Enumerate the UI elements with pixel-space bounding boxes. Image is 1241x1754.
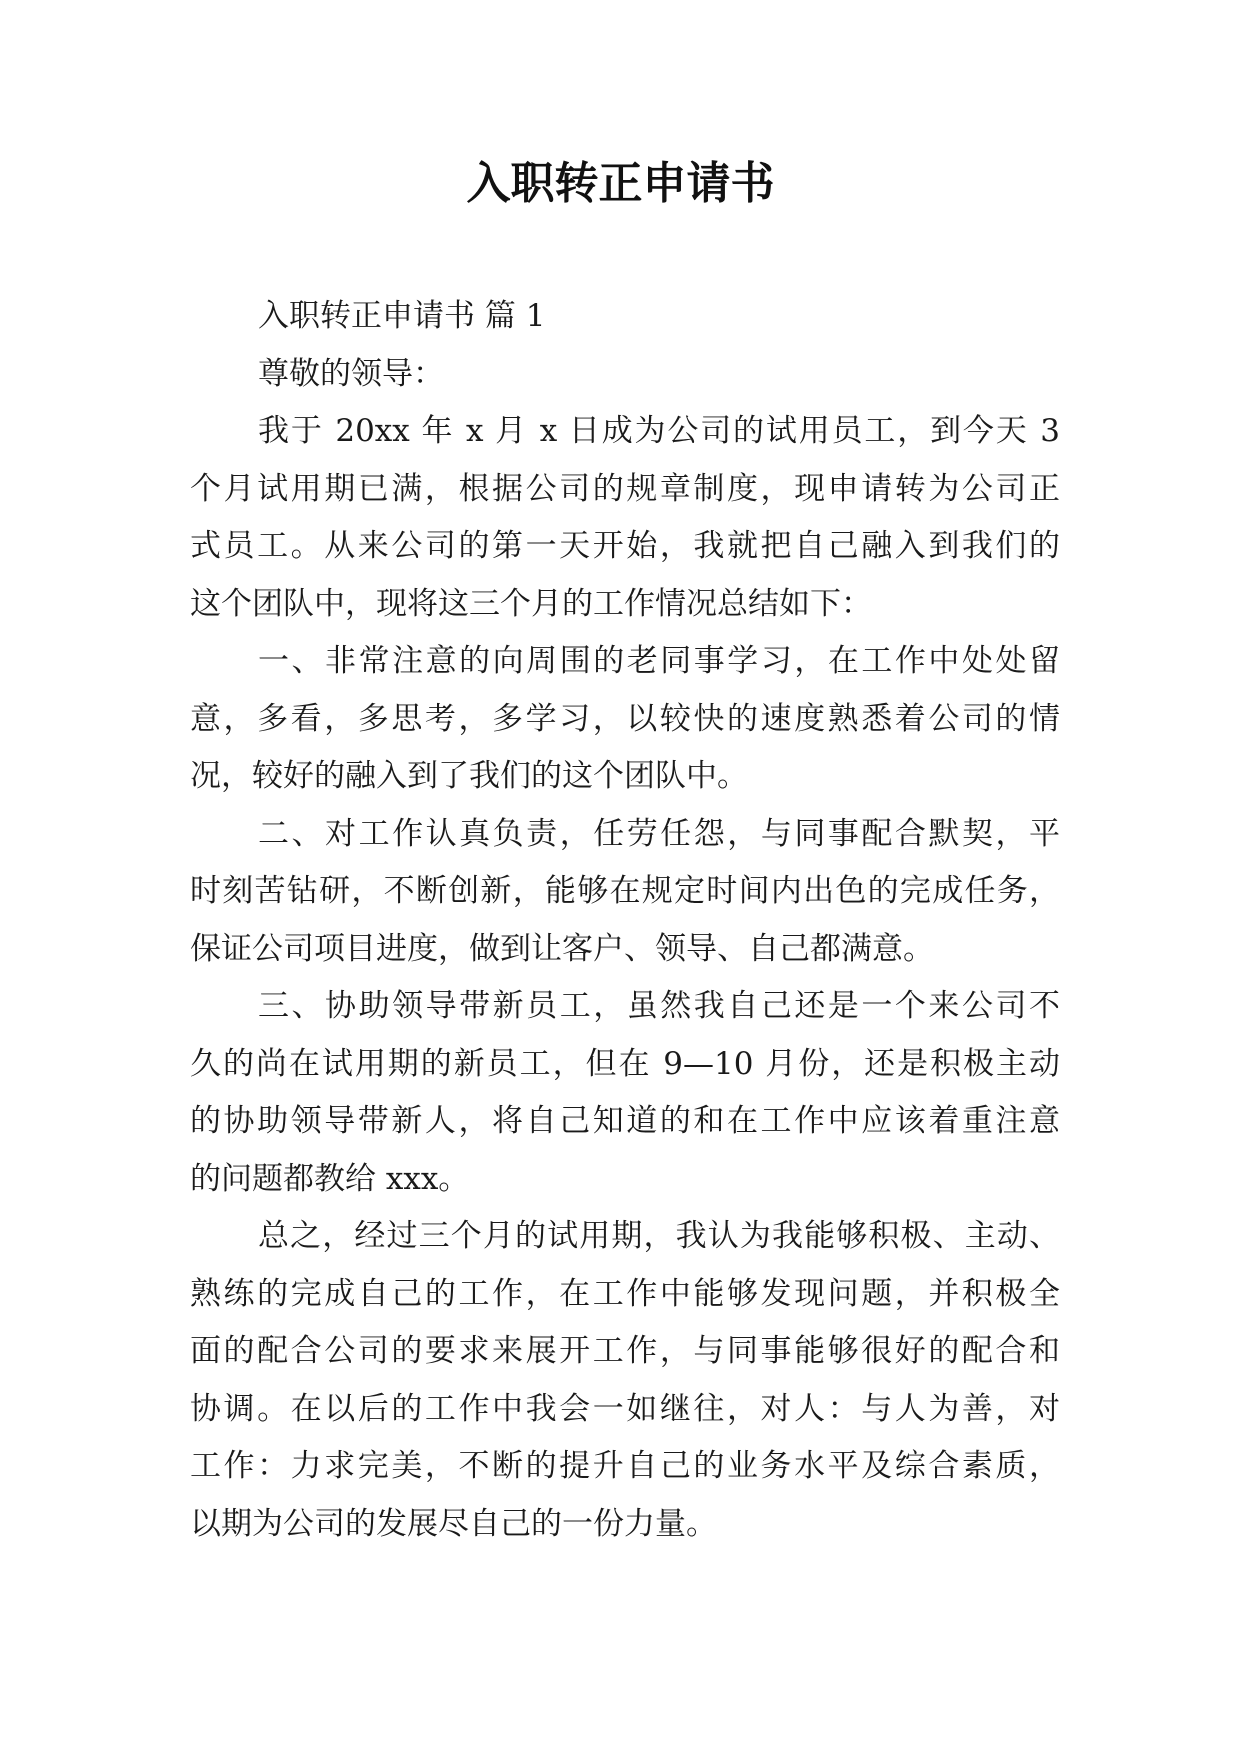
paragraph-line: 总之，经过三个月的试用期，我认为我能够积极、主动、 [258,1218,1060,1254]
paragraph-line: 时刻苦钻研，不断创新，能够在规定时间内出色的完成任务， [190,873,1060,909]
paragraph-line: 熟练的完成自己的工作，在工作中能够发现问题，并积极全 [190,1275,1060,1312]
paragraph-line: 协调。在以后的工作中我会一如继往，对人：与人为善，对 [190,1390,1060,1427]
document-body [190,288,1060,1553]
paragraph-line: 三、协助领导带新员工，虽然我自己还是一个来公司不 [258,988,1060,1024]
paragraph-line: 以期为公司的发展尽自己的一份力量。 [190,1505,717,1542]
paragraph-line: 的协助领导带新人，将自己知道的和在工作中应该着重注意 [190,1103,1060,1139]
paragraph-line: 工作：力求完美，不断的提升自己的业务水平及综合素质， [190,1448,1060,1484]
paragraph-line: 一、非常注意的向周围的老同事学习，在工作中处处留 [258,643,1060,679]
paragraph-line: 这个团队中，现将这三个月的工作情况总结如下： [190,585,872,622]
paragraph-line: 面的配合公司的要求来展开工作，与同事能够很好的配合和 [190,1333,1060,1369]
paragraph-line: 保证公司项目进度，做到让客户、领导、自己都满意。 [190,930,934,967]
salutation: 尊敬的领导： [258,355,444,392]
paragraph-line: 的问题都教给 xxx。 [190,1160,470,1197]
paragraph-line: 二、对工作认真负责，任劳任怨，与同事配合默契，平 [258,815,1060,852]
paragraph-line: 我于 20xx 年 x 月 x 日成为公司的试用员工，到今天 3 [258,413,1060,449]
paragraph-line: 况，较好的融入到了我们的这个团队中。 [190,758,748,794]
document-title: 入职转正申请书 [466,158,775,209]
section-heading: 入职转正申请书 篇 1 [258,298,546,334]
paragraph-line: 久的尚在试用期的新员工，但在 9—10 月份，还是积极主动 [190,1045,1060,1082]
paragraph-line: 个月试用期已满，根据公司的规章制度，现申请转为公司正 [190,470,1060,507]
paragraph-line: 意，多看，多思考，多学习，以较快的速度熟悉着公司的情 [190,700,1060,737]
paragraph-line: 式员工。从来公司的第一天开始，我就把自己融入到我们的 [190,528,1060,564]
